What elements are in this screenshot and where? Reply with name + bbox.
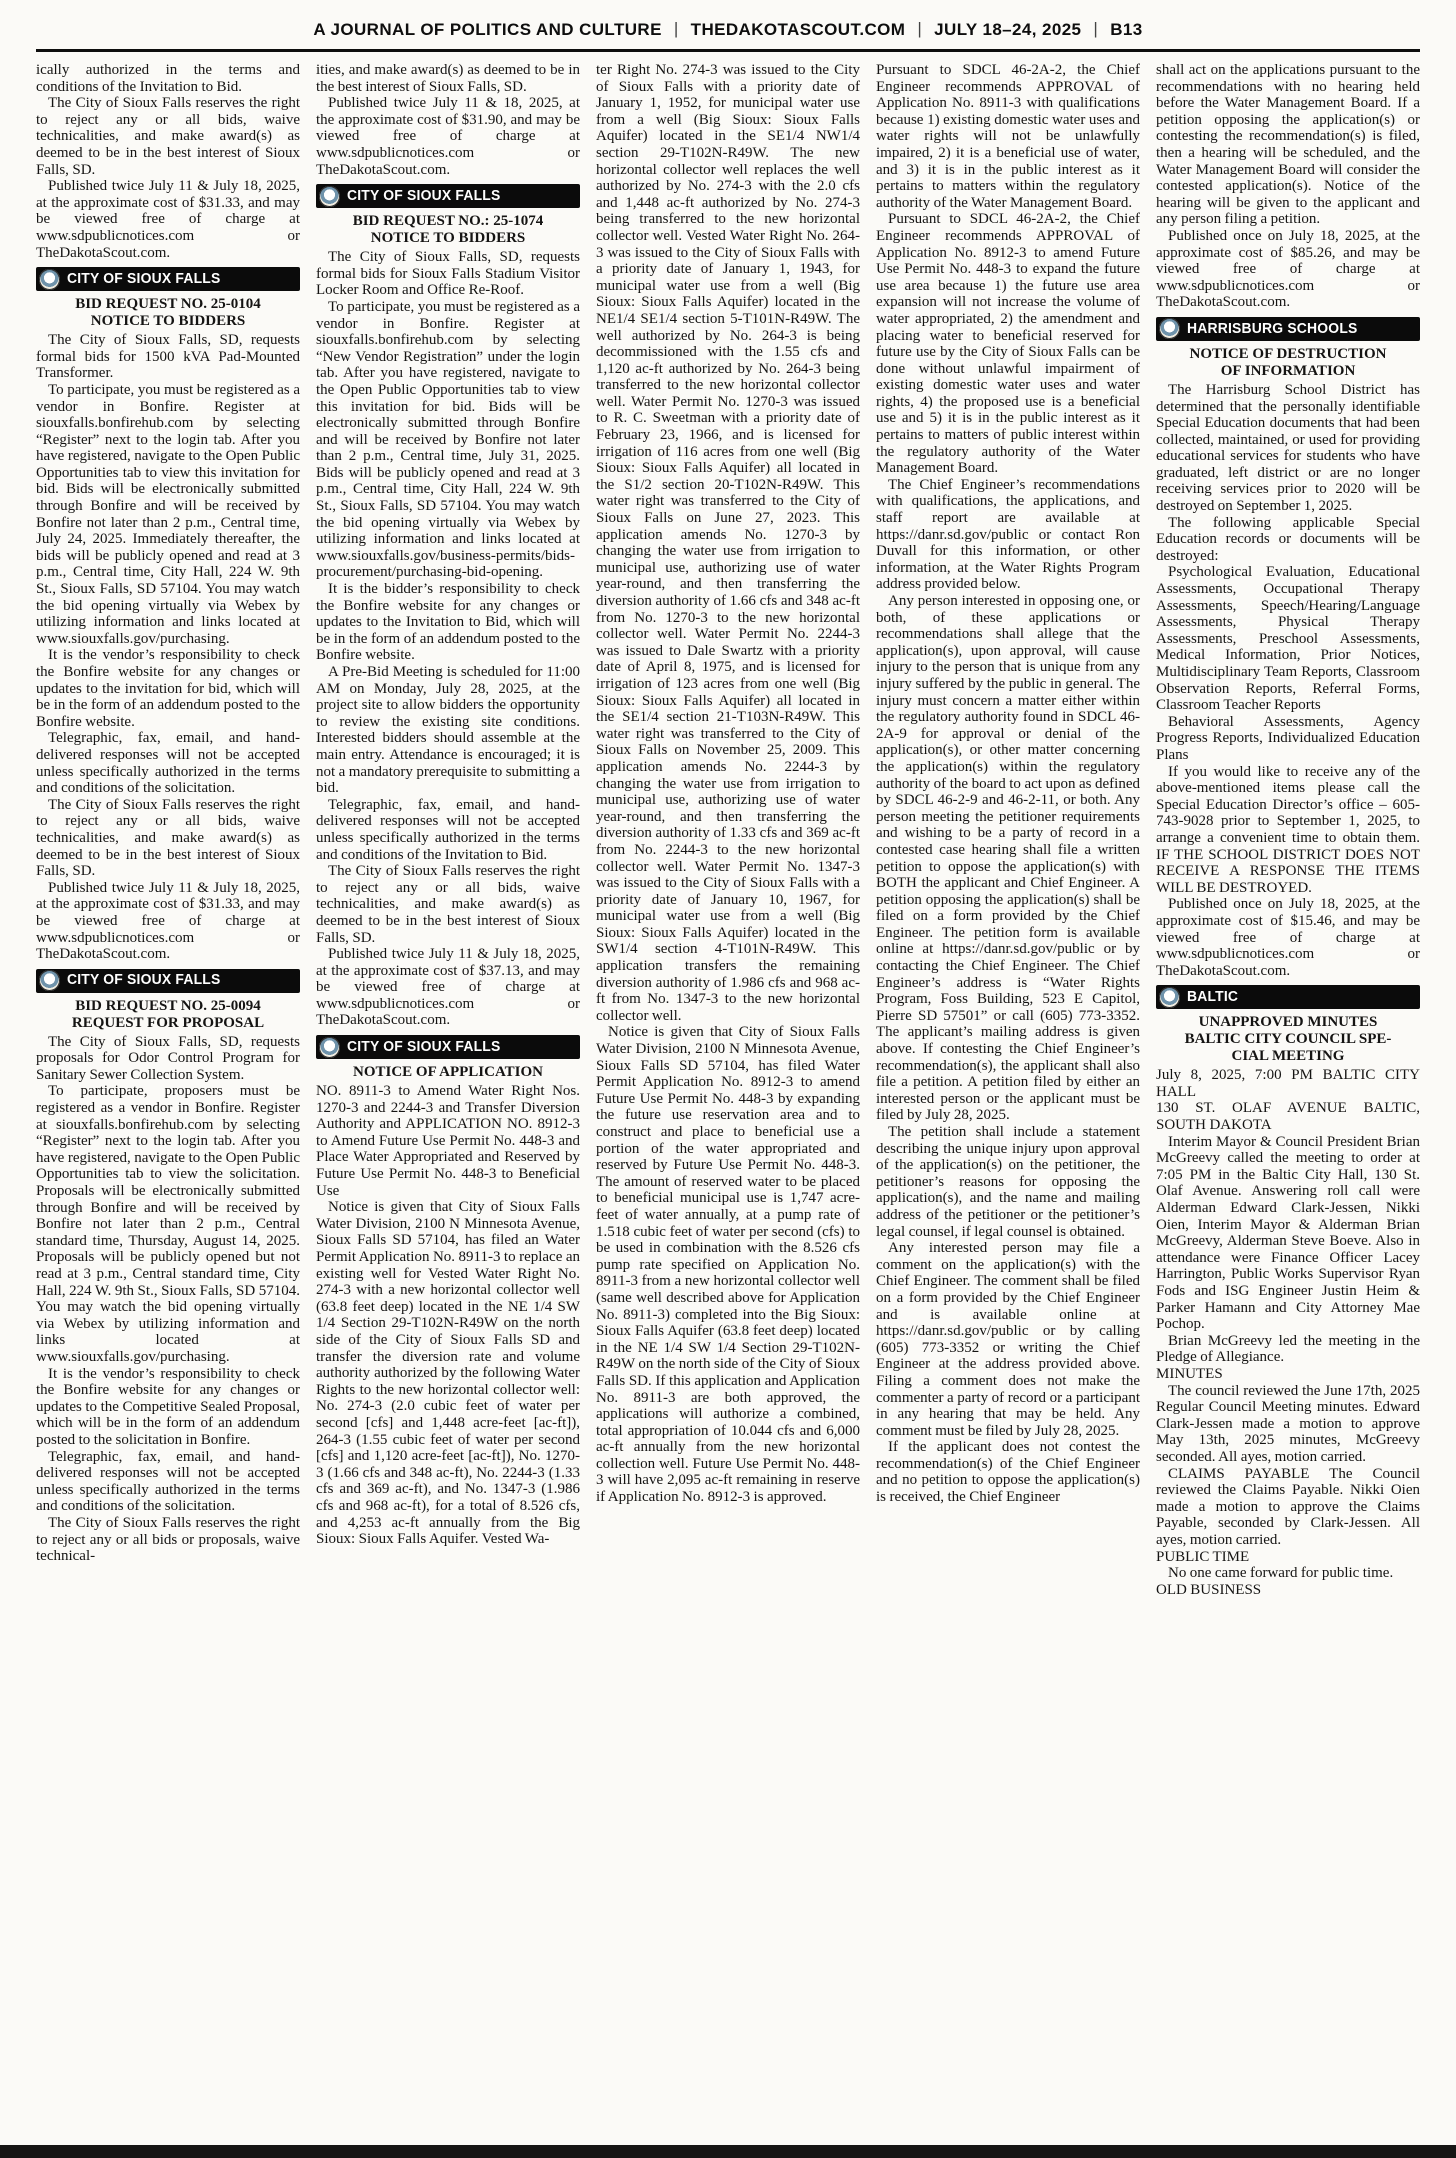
notice-paragraph: Published twice July 11 & July 18, 2025, at the approximate cost of $31.33, and may be viewed free of charge at www.sdpublicnotices.com or TheDakotaScout.com. [36,879,300,963]
org-header-bar [1156,317,1420,341]
org-header-bar [36,267,300,291]
masthead-separator: | [917,19,923,38]
notice-paragraph: It is the vendor’s responsibility to check the Bonfire website for any changes or updates to the invitation for bid, which will be in the form of an addendum posted to the Bonfire website. [36,647,300,730]
notice-paragraph: The City of Sioux Falls, SD, requests proposals for Odor Control Program for Sanitary Sewer Collection System. [36,1033,300,1083]
notice-paragraph: The City of Sioux Falls reserves the right to reject any or all bids, waive technicalities, and make award(s) as deemed to be in the best interest of Sioux Falls, SD. [36,796,300,880]
notice-paragraph: A Pre-Bid Meeting is scheduled for 11:00 AM on Monday, July 28, 2025, at the project site to allow bidders the opportunity to review the existing site conditions. Interested bidders should assemble at the main entry. Attendance is encouraged; it is not a mandatory prerequisite to submitting a bid. [316,664,580,797]
notice-paragraph: No one came forward for public time. [1168,1565,1394,1582]
notice-paragraph: Behavioral Assessments, Agency Progress Reports, Individualized Education Plans [1156,713,1420,763]
notice-heading-line: UNAPPROVED MINUTES [1198,1014,1378,1031]
org-header-label: HARRISBURG SCHOOLS [1187,320,1358,337]
notice-heading-line: BID REQUEST NO.: 25-1074 [352,213,544,230]
notice-paragraph: Pursuant to SDCL 46-2A-2, the Chief Engineer recommends APPROVAL of Application No. 8912-3 to amend Future Use Permit No. 448-3 to expand the future use area because 1) the future use area expansion will not increase the volume of water appropriated, 2) the amendment and placing water to beneficial reserved for future use by the City of Sioux Falls can be done without unlawful impairment of existing domestic water uses and water rights, 4) the proposed use is a beneficial use and 5) it is in the public interest as it pertains to matters of public interest within the regulatory authority of the Water Management Board. [876,211,1140,477]
notice-heading [1156,346,1420,380]
notice-paragraph: Published twice July 11 & July 18, 2025, at the approximate cost of $31.33, and may be viewed free of charge at www.sdpublicnotices.com or TheDakotaScout.com. [36,178,300,261]
notice-paragraph: ically authorized in the terms and conditions of the Invitation to Bid. [36,62,300,95]
notice-paragraph: Notice is given that City of Sioux Falls Water Division, 2100 N Minnesota Avenue, Sioux Falls SD 57104, has filed an Water Permit Application No. 8911-3 to replace an existing well for Vested Water Right No. 274-3 with a new horizontal collector well (63.8 feet deep) located in the NE 1/4 SW 1/4 Section 29-T102N-R49W on the north side of the City of Sioux Falls SD and transfer the diversion rate and volume authority authorized by the following Water Rights to the new horizontal collector well: No. 274-3 (2.0 cubic feet of water per second [cfs] and 1,448 acre-feet [ac-ft]), 264-3 (1.55 cubic feet of water per second [cfs] and 1,120 acre-feet [ac-ft]), No. 1270-3 (1.66 cfs and 348 ac-ft), No. 2244-3 (1.33 cfs and 369 ac-ft), and No. 1347-3 (1.986 cfs and 968 ac-ft), for a total of 8.526 cfs, and 4,253 ac-ft annually from the Big Sioux: Sioux Falls Aquifer. Vested Wa- [316,1199,580,1548]
notice-paragraph: The City of Sioux Falls, SD, requests formal bids for 1500 kVA Pad-Mounted Transformer. [36,332,300,382]
notice-paragraph: Telegraphic, fax, email, and hand-delivered responses will not be accepted unless specifically authorized in the terms and conditions of the Invitation to Bid. [316,796,580,863]
notice-paragraph: The council reviewed the June 17th, 2025 Regular Council Meeting minutes. Edward Clark-Jessen made a motion to approve May 13th, 2025 minutes, McGreevy seconded. All ayes, motion carried. [1156,1382,1420,1465]
org-header-label: CITY OF SIOUX FALLS [67,270,221,287]
notice-paragraph: Published twice July 11 & July 18, 2025, at the approximate cost of $37.13, and may be viewed free of charge at www.sdpublicnotices.com or TheDakotaScout.com. [316,946,580,1029]
notice-heading [1156,1014,1420,1065]
org-header-bar [316,1035,580,1059]
notice-paragraph: Pursuant to SDCL 46-2A-2, the Chief Engineer recommends APPROVAL of Application No. 8911-3 with qualifications because 1) existing domestic water uses and water rights will not be unlawfully impaired, 2) it is a beneficial use of water, and 3) it is in the public interest as it pertains to matters within the regulatory authority of the Water Management Board. [876,62,1140,211]
masthead-date: JULY 18–24, 2025 [934,20,1082,39]
notice-paragraph: MINUTES [1156,1365,1223,1382]
notice-heading-line: CIAL MEETING [1231,1048,1345,1065]
notice-paragraph: Brian McGreevy led the meeting in the Pledge of Allegiance. [1156,1332,1420,1366]
notice-heading-line: REQUEST FOR PROPOSAL [71,1014,265,1031]
notice-paragraph: Interim Mayor & Council President Brian McGreevy called the meeting to order at 7:05 PM in the Baltic City Hall, 130 St. Olaf Avenue. Answering roll call were Alderman Edward Clark-Jessen, Nikki Oien, Interim Mayor & Alderman Brian McGreevy, Alderman Steve Boeve. Also in attendance were Finance Officer Lacey Harrington, Public Works Supervisor Ryan Fods and ISG Engineer Justin Heim & Parker Hamann and City Attorney Mae Pochop. [1156,1133,1420,1333]
notice-column-5 [1156,62,1420,2140]
notice-paragraph: Telegraphic, fax, email, and hand-delivered responses will not be accepted unless specifically authorized in the terms and conditions of the solicitation. [36,730,300,797]
notice-heading-line: NOTICE OF APPLICATION [352,1064,544,1081]
notice-paragraph: It is the bidder’s responsibility to check the Bonfire website for any changes or updates to the Invitation to Bid, which will be in the form of an addendum posted to the Bonfire website. [316,581,580,664]
notice-paragraph: To participate, proposers must be registered as a vendor in Bonfire. Register at siouxfalls.bonfirehub.com by selecting “Register” next to the login tab. After you have registered, navigate to the Open Public Opportunities tab to view the solicitation. Proposals will be electronically submitted through Bonfire and will be received by Bonfire not later than 2 p.m., Central standard time, Thursday, August 14, 2025. Proposals will be publicly opened but not read at 3 p.m., Central standard time, City Hall, 224 W. 9th St., Sioux Falls, SD 57104. You may watch the bid opening virtually via Webex by utilizing information and links located at www.siouxfalls.gov/purchasing. [36,1083,300,1365]
notice-paragraph: The Harrisburg School District has determined that the personally identifiable Special Education documents that had been collected, maintained, or used for providing educational services for students who have graduated, left district or are no longer receiving services prior to 2020 will be destroyed on September 1, 2025. [1156,381,1420,515]
notice-column-2 [316,62,580,2140]
city-of-sioux-falls-logo-icon [39,970,60,991]
notice-paragraph: shall act on the applications pursuant to the recommendations with no hearing held before the Water Management Board. If a petition opposing the application(s) or contesting the recommendation(s) is filed, then a hearing will be scheduled, and the Water Management Board will consider the contested application(s). Notice of the hearing will be given to the applicant and any person filing a petition. [1156,62,1420,228]
baltic-city-logo-icon [1159,987,1180,1008]
page-bottom-bar [0,2145,1456,2158]
org-header-bar [316,184,580,208]
org-header-bar [1156,985,1420,1009]
notice-paragraph: To participate, you must be registered as a vendor in Bonfire. Register at siouxfalls.bonfirehub.com by selecting “New Vendor Registration” under the login tab. After you have registered, navigate to the Open Public Opportunities tab to view this invitation for bid. Bids will be electronically submitted through Bonfire and will be received by Bonfire not later than 2 p.m., Central time, July 31, 2025. Bids will be publicly opened and read at 3 p.m., Central time, City Hall, 224 W. 9th St., Sioux Falls, SD 57104. You may watch the bid opening virtually via Webex by utilizing information and links located at www.siouxfalls.gov/business-permits/bids-procurement/purchasing-bid-opening. [316,298,580,581]
notice-column-1 [36,62,300,2140]
notice-paragraph: 130 ST. OLAF AVENUE BALTIC, SOUTH DAKOTA [1156,1100,1420,1134]
notice-heading-line: BID REQUEST NO. 25-0094 [75,997,261,1014]
notice-paragraph: Any interested person may file a comment on the application(s) with the Chief Engineer. The comment shall be filed on a form provided by the Chief Engineer and is available online at https://danr.sd.gov/public or by calling (605) 773-3352 or writing the Chief Engineer at the address provided above. Filing a comment does not make the commenter a party of record or a participant in any hearing that may be held. Any comment must be filed by July 28, 2025. [876,1240,1140,1439]
org-header-bar [36,969,300,993]
notice-paragraph: If the applicant does not contest the recommendation(s) of the Chief Engineer and no petition to oppose the application(s) is received, the Chief Engineer [876,1439,1140,1506]
notice-paragraph: Notice is given that City of Sioux Falls Water Division, 2100 N Minnesota Avenue, Sioux Falls SD 57104, has filed Water Permit Application No. 8912-3 to amend Future Use Permit No. 448-3 by expanding the future use reservation area and to construct and place to beneficial use a portion of the water appropriated and reserved by Future Use Permit No. 448-3. The amount of reserved water to be placed to beneficial municipal use is 1,747 acre-feet of water annually, at a pump rate of 1.518 cubic feet of water per second (cfs) to be used in combination with the 8.526 cfs pump rate specified on Application No. 8911-3 from a new horizontal collector well (same well described above for Application No. 8911-3) completed into the Big Sioux: Sioux Falls Aquifer (63.8 feet deep) located in the NE 1/4 SW 1/4 Section 29-T102N-R49W on the north side of the City of Sioux Falls SD. If this application and Application No. 8911-3 are both approved, the applications will authorize a combined, total appropriation of 10.044 cfs and 6,000 ac-ft annually from the new horizontal collection well. Future Use Permit No. 448-3 will have 2,095 ac-ft remaining in reserve if Application No. 8912-3 is approved. [596,1024,860,1506]
notice-paragraph: NO. 8911-3 to Amend Water Right Nos. 1270-3 and 2244-3 and Transfer Diversion Authority and APPLICATION NO. 8912-3 to Amend Future Use Permit No. 448-3 and Place Water Appropriated and Reserved by Future Use Permit No. 448-3 to Beneficial Use [316,1083,580,1199]
notice-paragraph: The following applicable Special Education records or documents will be destroyed: [1156,514,1420,564]
notice-paragraph: July 8, 2025, 7:00 PM BALTIC CITY HALL [1156,1067,1420,1100]
notice-heading-line: NOTICE TO BIDDERS [90,313,246,330]
notice-paragraph: The Chief Engineer’s recommendations with qualifications, the applications, and staff report are available at https://danr.sd.gov/public or contact Ron Duvall for this information, or other information, at the Water Rights Program address provided below. [876,476,1140,593]
notice-heading-line: BID REQUEST NO. 25-0104 [75,296,261,313]
notice-paragraph: The City of Sioux Falls reserves the right to reject any or all bids or proposals, waive technical- [36,1514,300,1565]
masthead-site: THEDAKOTASCOUT.COM [690,20,906,39]
masthead-separator: | [1093,19,1099,38]
notice-paragraph: The City of Sioux Falls reserves the right to reject any or all bids, waive technicalities, and make award(s) as deemed to be in the best interest of Sioux Falls, SD. [36,95,300,178]
notice-paragraph: The petition shall include a statement describing the unique injury upon approval of the application(s) on the petitioner, the petitioner’s reasons for opposing the application(s), and the name and mailing address of the petitioner or the petitioner’s legal counsel, if legal counsel is obtained. [876,1124,1140,1240]
notice-heading [36,296,300,330]
notice-heading-line: NOTICE OF DESTRUCTION [1189,345,1387,362]
masthead-separator: | [673,19,679,38]
org-header-label: CITY OF SIOUX FALLS [67,972,221,989]
masthead [36,14,1420,49]
notice-heading-line: NOTICE TO BIDDERS [370,230,526,247]
notice-paragraph: Published twice July 11 & 18, 2025, at the approximate cost of $31.90, and may be viewed free of charge at www.sdpublicnotices.com or TheDakotaScout.com. [316,95,580,178]
notice-paragraph: Published once on July 18, 2025, at the approximate cost of $15.46, and may be viewed free of charge at www.sdpublicnotices.com or TheDakotaScout.com. [1156,896,1420,979]
notice-heading [316,213,580,247]
city-of-sioux-falls-logo-icon [319,186,340,207]
notice-paragraph: The City of Sioux Falls, SD, requests formal bids for Sioux Falls Stadium Visitor Locker Room and Office Re-Roof. [316,249,580,299]
notice-paragraph: OLD BUSINESS [1156,1581,1262,1598]
notice-heading-line: OF INFORMATION [1220,362,1356,379]
masthead-rule [36,49,1420,52]
notice-paragraph: Psychological Evaluation, Educational Assessments, Occupational Therapy Assessments, Speech/Hearing/Language Assessments, Physical Therapy Assessments, Preschool Assessments, Medical Information, Prior Notices, Multidisciplinary Team Reports, Classroom Observation Reports, Referral Forms, Classroom Teacher Reports [1156,564,1420,714]
org-header-label: CITY OF SIOUX FALLS [347,187,501,204]
notice-column-3 [596,62,860,2140]
notice-heading [36,998,300,1032]
masthead-tagline: A JOURNAL OF POLITICS AND CULTURE [313,20,662,39]
notice-paragraph: ter Right No. 274-3 was issued to the City of Sioux Falls with a priority date of January 1, 1952, for municipal water use from a well (Big Sioux: Sioux Falls Aquifer) located in the SE1/4 NW1/4 section 29-T102N-R49W. The new horizontal collector well replaces the well authorized by No. 274-3 with the 2.0 cfs and 1,448 ac-ft authorized by No. 274-3 being transferred to the new horizontal collector well. Vested Water Right No. 264-3 was issued to the City of Sioux Falls with a priority date of January 1, 1943, for municipal water use from a well (Big Sioux: Sioux Falls Aquifer) located in the NE1/4 SE1/4 section 5-T101N-R49W. The well authorized by No. 264-3 is being decommissioned with the 1.55 cfs and 1,120 ac-ft authorized by No. 264-3 being transferred to the new horizontal collector well. Water Permit No. 1270-3 was issued to R. C. Sweetman with a priority date of February 23, 1966, and is licensed for irrigation of 116 acres from one well (Big Sioux: Sioux Falls Aquifer) all located in the S1/2 section 20-T102N-R49W. This water right was transferred to the City of Sioux Falls on June 27, 2023. This application amends No. 1270-3 by changing the water use from irrigation to municipal use, authorizing use of water year-round, and then transferring the diversion authority of 1.66 cfs and 348 ac-ft from No. 1270-3 to the new horizontal collector well. Water Permit No. 2244-3 was issued to Dale Swartz with a priority date of April 8, 1975, and is licensed for irrigation of 123 acres from one well (Big Sioux: Sioux Falls Aquifer) all located in the SE1/4 section 21-T103N-R49W. This water right was transferred to the City of Sioux Falls on November 25, 2009. This application amends No. 2244-3 by changing the water use from irrigation to municipal use, authorizing use of water year-round, and then transferring the diversion authority of 1.33 cfs and 369 ac-ft from No. 2244-3 to the new horizontal collector well. Water Permit No. 1347-3 was issued to the City of Sioux Falls with a priority date of January 10, 1967, for municipal water use from a well (Big Sioux: Sioux Falls Aquifer) located in the SW1/4 section 4-T101N-R49W. This application transfers the remaining diversion authority of 1.986 cfs and 968 ac-ft from No. 1347-3 to the new horizontal collector well. [596,62,860,1024]
notice-paragraph: To participate, you must be registered as a vendor in Bonfire. Register at siouxfalls.bonfirehub.com by selecting “Register” next to the login tab. After you have registered, navigate to the Open Public Opportunities tab to view this invitation for bid. Bids will be electronically submitted through Bonfire and will be received by Bonfire not later than 2 p.m., Central time, July 24, 2025. Immediately thereafter, the bids will be publicly opened and read at 3 p.m., Central time, City Hall, 224 W. 9th St., Sioux Falls, SD 57104. You may watch the bid opening virtually via Webex by utilizing information and links located at www.siouxfalls.gov/purchasing. [36,381,300,647]
notice-paragraph: Telegraphic, fax, email, and hand-delivered responses will not be accepted unless specifically authorized in the terms and conditions of the solicitation. [36,1448,300,1515]
notice-paragraph: PUBLIC TIME [1156,1548,1250,1565]
notice-columns [36,62,1420,2140]
notice-heading [316,1064,580,1081]
notice-paragraph: Any person interested in opposing one, or both, of these applications or recommendations shall allege that the application(s), upon approval, will cause injury to the person that is unique from any injury suffered by the public in general. The injury must concern a matter either within the regulatory authority found in SDCL 46-2A-9 for approval or denial of the application(s), or other matter concerning the application(s) within the regulatory authority of the board to act upon as defined by SDCL 46-2-9 and 46-2-11, or both. Any person meeting the petitioner requirements and wishing to be a party of record in a contested case hearing shall file a written petition to oppose the application(s) with BOTH the applicant and Chief Engineer. A petition opposing the application(s) shall be filed on a form provided by the Chief Engineer. The petition form is available online at https://danr.sd.gov/public or by contacting the Chief Engineer. The Chief Engineer’s address is “Water Rights Program, Foss Building, 523 E Capitol, Pierre SD 57501” or call (605) 773-3352. The applicant’s mailing address is given above. If contesting the Chief Engineer’s recommendation(s), the applicant shall also file a petition. A petition filed by either an interested person or the applicant must be filed by July 28, 2025. [876,593,1140,1124]
notice-column-4 [876,62,1140,2140]
city-of-sioux-falls-logo-icon [39,269,60,290]
notice-paragraph: ities, and make award(s) as deemed to be in the best interest of Sioux Falls, SD. [316,62,580,95]
notice-paragraph: CLAIMS PAYABLE The Council reviewed the Claims Payable. Nikki Oien made a motion to approve the Claims Payable, seconded by Clark-Jessen. All ayes, motion carried. [1156,1465,1420,1548]
notice-heading-line: BALTIC CITY COUNCIL SPE- [1184,1031,1392,1048]
notice-paragraph: It is the vendor’s responsibility to check the Bonfire website for any changes or updates to the Competitive Sealed Proposal, which will be in the form of an addendum posted to the solicitation in Bonfire. [36,1365,300,1448]
notice-paragraph: Published once on July 18, 2025, at the approximate cost of $85.26, and may be viewed free of charge at www.sdpublicnotices.com or TheDakotaScout.com. [1156,227,1420,311]
harrisburg-schools-logo-icon [1159,318,1180,339]
org-header-label: BALTIC [1187,988,1239,1005]
city-of-sioux-falls-logo-icon [319,1037,340,1058]
org-header-label: CITY OF SIOUX FALLS [347,1038,501,1055]
notice-paragraph: If you would like to receive any of the above-mentioned items please call the Special Education Director’s office – 605-743-9028 prior to September 1, 2025, to arrange a convenient time to obtain them. IF THE SCHOOL DISTRICT DOES NOT RECEIVE A RESPONSE THE ITEMS WILL BE DESTROYED. [1156,763,1420,896]
notice-paragraph: The City of Sioux Falls reserves the right to reject any or all bids, waive technicalities, and make award(s) as deemed to be in the best interest of Sioux Falls, SD. [316,863,580,946]
masthead-page-number: B13 [1110,20,1143,39]
